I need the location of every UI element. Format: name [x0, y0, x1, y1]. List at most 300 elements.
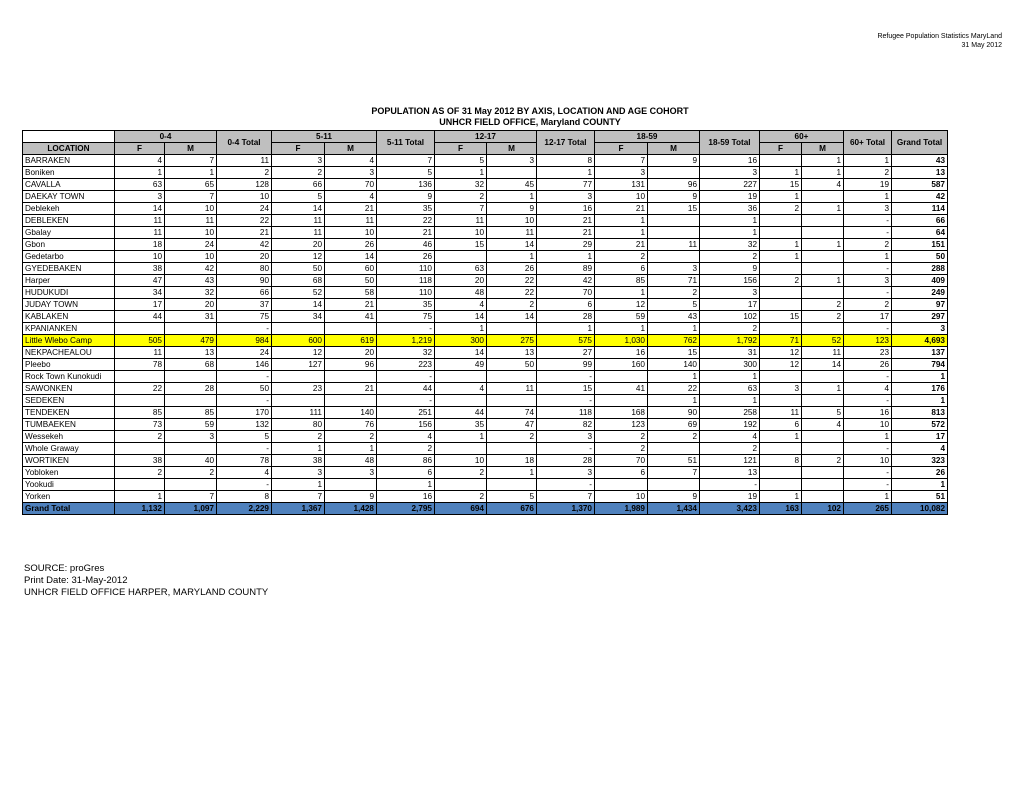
value-cell: 3	[844, 275, 892, 287]
value-cell: 11	[115, 227, 165, 239]
value-cell: 1	[802, 275, 844, 287]
value-cell: 22	[217, 215, 272, 227]
location-cell: Rock Town Kunokudi	[23, 371, 115, 383]
grand-total-cell: 176	[892, 383, 948, 395]
value-cell: 85	[115, 407, 165, 419]
value-cell: 2	[844, 299, 892, 311]
value-cell: 78	[217, 455, 272, 467]
value-cell: 140	[648, 359, 700, 371]
value-cell: 2	[487, 299, 537, 311]
value-cell: 2	[165, 467, 217, 479]
value-cell: 7	[377, 155, 435, 167]
value-cell: 66	[272, 179, 325, 191]
value-cell: 32	[377, 347, 435, 359]
value-cell: 17	[115, 299, 165, 311]
value-cell	[115, 371, 165, 383]
value-cell	[115, 323, 165, 335]
value-cell: 36	[700, 203, 760, 215]
value-cell: 11	[217, 155, 272, 167]
value-cell: 24	[165, 239, 217, 251]
value-cell	[487, 167, 537, 179]
value-cell: 2	[760, 275, 802, 287]
value-cell: 15	[435, 239, 487, 251]
value-cell: 1	[802, 383, 844, 395]
value-cell: 9	[700, 263, 760, 275]
location-cell: Pleebo	[23, 359, 115, 371]
value-cell: 1	[760, 167, 802, 179]
value-cell: 1	[760, 191, 802, 203]
value-cell: 2	[217, 167, 272, 179]
group-header-row	[23, 131, 948, 143]
value-cell: 45	[487, 179, 537, 191]
value-cell	[802, 227, 844, 239]
value-cell: 80	[272, 419, 325, 431]
value-cell: 146	[217, 359, 272, 371]
grand-total-cell: 249	[892, 287, 948, 299]
grand-total-value: 694	[435, 503, 487, 515]
value-cell: 7	[537, 491, 595, 503]
value-cell: 68	[165, 359, 217, 371]
value-cell: 1	[760, 239, 802, 251]
value-cell: 128	[217, 179, 272, 191]
value-cell	[595, 371, 648, 383]
value-cell: 42	[537, 275, 595, 287]
value-cell: 1	[435, 323, 487, 335]
table-row	[23, 215, 948, 227]
location-cell: Whole Graway	[23, 443, 115, 455]
value-cell: 21	[595, 203, 648, 215]
value-cell: 35	[377, 203, 435, 215]
value-cell: 90	[648, 407, 700, 419]
grand-total-cell: 587	[892, 179, 948, 191]
value-cell: 2	[700, 443, 760, 455]
value-cell: 96	[325, 359, 377, 371]
header-60-plus: 60+	[760, 131, 844, 143]
value-cell: 14	[325, 251, 377, 263]
value-cell: 4	[217, 467, 272, 479]
value-cell: -	[844, 227, 892, 239]
value-cell: 8	[537, 155, 595, 167]
value-cell: 2	[760, 203, 802, 215]
grand-total-value: 10,082	[892, 503, 948, 515]
value-cell: 85	[165, 407, 217, 419]
value-cell: 99	[537, 359, 595, 371]
value-cell: 4	[802, 419, 844, 431]
value-cell: 66	[217, 287, 272, 299]
grand-total-value: 3,423	[700, 503, 760, 515]
table-row	[23, 383, 948, 395]
location-cell: NEKPACHEALOU	[23, 347, 115, 359]
table-row	[23, 311, 948, 323]
value-cell: 6	[377, 467, 435, 479]
value-cell: 3	[595, 167, 648, 179]
value-cell: 86	[377, 455, 435, 467]
value-cell: 19	[700, 491, 760, 503]
value-cell: 89	[537, 263, 595, 275]
value-cell: 227	[700, 179, 760, 191]
grand-total-value: 1,370	[537, 503, 595, 515]
value-cell: -	[844, 371, 892, 383]
footer-print-date: Print Date: 31-May-2012	[24, 575, 128, 586]
value-cell: 16	[377, 491, 435, 503]
value-cell: -	[217, 323, 272, 335]
value-cell: 2	[802, 311, 844, 323]
value-cell: 50	[487, 359, 537, 371]
value-cell: 42	[165, 263, 217, 275]
value-cell: 132	[217, 419, 272, 431]
value-cell: 14	[115, 203, 165, 215]
value-cell: 42	[217, 239, 272, 251]
value-cell: 118	[377, 275, 435, 287]
header-12-17: 12-17	[435, 131, 537, 143]
value-cell: 2	[487, 431, 537, 443]
value-cell: 50	[217, 383, 272, 395]
value-cell: 5	[802, 407, 844, 419]
footer-office: UNHCR FIELD OFFICE HARPER, MARYLAND COUNTY	[24, 587, 269, 598]
location-cell: JUDAY TOWN	[23, 299, 115, 311]
value-cell: 600	[272, 335, 325, 347]
location-cell: WORTIKEN	[23, 455, 115, 467]
value-cell: -	[217, 371, 272, 383]
grand-total-cell: 1	[892, 479, 948, 491]
value-cell: 80	[217, 263, 272, 275]
value-cell: 9	[648, 191, 700, 203]
value-cell: -	[537, 479, 595, 491]
grand-total-value: 265	[844, 503, 892, 515]
value-cell	[760, 155, 802, 167]
location-cell: Gbalay	[23, 227, 115, 239]
value-cell	[802, 371, 844, 383]
value-cell	[272, 395, 325, 407]
value-cell	[115, 395, 165, 407]
value-cell: 21	[325, 299, 377, 311]
value-cell: 2	[272, 167, 325, 179]
value-cell: 28	[165, 383, 217, 395]
value-cell: 3	[700, 167, 760, 179]
value-cell: 10	[595, 491, 648, 503]
value-cell: 74	[487, 407, 537, 419]
value-cell: -	[537, 395, 595, 407]
grand-total-cell: 13	[892, 167, 948, 179]
grand-total-value: 1,132	[115, 503, 165, 515]
value-cell: 10	[844, 455, 892, 467]
value-cell: 78	[115, 359, 165, 371]
value-cell: 1	[648, 323, 700, 335]
value-cell: 1	[802, 203, 844, 215]
value-cell: 12	[272, 347, 325, 359]
value-cell: 12	[595, 299, 648, 311]
value-cell	[435, 395, 487, 407]
value-cell: 11	[435, 215, 487, 227]
value-cell: 1	[115, 491, 165, 503]
table-row	[23, 227, 948, 239]
value-cell: 192	[700, 419, 760, 431]
value-cell: 1	[435, 167, 487, 179]
value-cell: 3	[115, 191, 165, 203]
value-cell: 90	[217, 275, 272, 287]
value-cell: 4	[802, 179, 844, 191]
value-cell: 96	[648, 179, 700, 191]
table-row	[23, 191, 948, 203]
value-cell	[325, 479, 377, 491]
value-cell: 21	[325, 383, 377, 395]
value-cell	[802, 263, 844, 275]
location-cell: Little Wlebo Camp	[23, 335, 115, 347]
value-cell: 111	[272, 407, 325, 419]
value-cell: 2	[272, 431, 325, 443]
grand-total-cell: 17	[892, 431, 948, 443]
header-12-17-m: M	[487, 143, 537, 155]
value-cell: 24	[217, 347, 272, 359]
value-cell: 4	[435, 383, 487, 395]
value-cell: 1	[844, 155, 892, 167]
value-cell: 10	[487, 215, 537, 227]
value-cell: 5	[435, 155, 487, 167]
value-cell: 26	[325, 239, 377, 251]
value-cell: 16	[537, 203, 595, 215]
value-cell: 10	[435, 455, 487, 467]
header-5-11: 5-11	[272, 131, 377, 143]
value-cell: 123	[844, 335, 892, 347]
value-cell	[802, 431, 844, 443]
value-cell: 26	[487, 263, 537, 275]
grand-total-row	[23, 503, 948, 515]
value-cell: 11	[802, 347, 844, 359]
value-cell: 12	[272, 251, 325, 263]
grand-total-cell: 1	[892, 395, 948, 407]
grand-total-cell: 151	[892, 239, 948, 251]
value-cell: 131	[595, 179, 648, 191]
location-cell: Yorken	[23, 491, 115, 503]
table-row	[23, 239, 948, 251]
value-cell	[487, 443, 537, 455]
value-cell: 16	[844, 407, 892, 419]
table-row	[23, 359, 948, 371]
value-cell: 34	[272, 311, 325, 323]
value-cell: 10	[844, 419, 892, 431]
value-cell: 37	[217, 299, 272, 311]
value-cell: 3	[537, 191, 595, 203]
value-cell	[802, 191, 844, 203]
value-cell: 23	[272, 383, 325, 395]
value-cell	[325, 395, 377, 407]
value-cell: 9	[648, 155, 700, 167]
value-cell: 43	[165, 275, 217, 287]
value-cell: 20	[435, 275, 487, 287]
value-cell: 1	[844, 191, 892, 203]
value-cell: 17	[844, 311, 892, 323]
value-cell: 4	[377, 431, 435, 443]
value-cell: 22	[377, 215, 435, 227]
value-cell	[165, 323, 217, 335]
value-cell: 762	[648, 335, 700, 347]
value-cell	[487, 371, 537, 383]
value-cell: 16	[700, 155, 760, 167]
value-cell	[802, 443, 844, 455]
value-cell	[802, 323, 844, 335]
location-cell: DAEKAY TOWN	[23, 191, 115, 203]
grand-total-value: 1,428	[325, 503, 377, 515]
value-cell: 170	[217, 407, 272, 419]
value-cell: 52	[272, 287, 325, 299]
value-cell: 1	[760, 251, 802, 263]
table-row	[23, 431, 948, 443]
value-cell: 4	[325, 191, 377, 203]
grand-total-value: 1,434	[648, 503, 700, 515]
grand-total-label: Grand Total	[23, 503, 115, 515]
header-12-17-f: F	[435, 143, 487, 155]
value-cell: 60	[325, 263, 377, 275]
report-source-title: Refugee Population Statistics MaryLand	[877, 33, 1002, 40]
value-cell	[802, 479, 844, 491]
value-cell: 38	[115, 263, 165, 275]
value-cell: 1,792	[700, 335, 760, 347]
value-cell: 71	[760, 335, 802, 347]
value-cell: 127	[272, 359, 325, 371]
value-cell: 28	[537, 455, 595, 467]
value-cell	[760, 323, 802, 335]
value-cell	[760, 263, 802, 275]
value-cell: 22	[115, 383, 165, 395]
value-cell: 44	[115, 311, 165, 323]
value-cell: 12	[760, 347, 802, 359]
value-cell: 14	[435, 347, 487, 359]
value-cell: 1	[760, 491, 802, 503]
value-cell: 13	[700, 467, 760, 479]
value-cell: 1	[760, 431, 802, 443]
grand-total-value: 676	[487, 503, 537, 515]
value-cell: 156	[377, 419, 435, 431]
value-cell: 48	[435, 287, 487, 299]
value-cell: 2	[435, 491, 487, 503]
table-row	[23, 287, 948, 299]
value-cell: 160	[595, 359, 648, 371]
value-cell: 2	[802, 455, 844, 467]
value-cell: 5	[217, 431, 272, 443]
grand-total-cell: 50	[892, 251, 948, 263]
value-cell: 5	[377, 167, 435, 179]
location-cell: Gedetarbo	[23, 251, 115, 263]
value-cell: 29	[537, 239, 595, 251]
value-cell	[272, 323, 325, 335]
table-row	[23, 395, 948, 407]
value-cell	[487, 395, 537, 407]
grand-total-cell: 323	[892, 455, 948, 467]
value-cell: 9	[487, 203, 537, 215]
value-cell: 15	[648, 347, 700, 359]
location-cell: DEBLEKEN	[23, 215, 115, 227]
header-60-plus-f: F	[760, 143, 802, 155]
value-cell: -	[844, 287, 892, 299]
value-cell	[802, 395, 844, 407]
value-cell: 1	[700, 371, 760, 383]
value-cell: 136	[377, 179, 435, 191]
value-cell: -	[537, 371, 595, 383]
table-row	[23, 407, 948, 419]
value-cell: 10	[165, 251, 217, 263]
table-row	[23, 467, 948, 479]
value-cell: 3	[844, 203, 892, 215]
value-cell: 1,030	[595, 335, 648, 347]
value-cell: 70	[595, 455, 648, 467]
value-cell	[165, 443, 217, 455]
table-row	[23, 167, 948, 179]
table-row	[23, 203, 948, 215]
value-cell: 1	[648, 371, 700, 383]
value-cell: -	[700, 479, 760, 491]
grand-total-value: 1,367	[272, 503, 325, 515]
value-cell: 41	[595, 383, 648, 395]
report-title-block	[22, 106, 1024, 128]
value-cell: 17	[700, 299, 760, 311]
header-0-4: 0-4	[115, 131, 217, 143]
value-cell: 121	[700, 455, 760, 467]
value-cell: 2	[595, 443, 648, 455]
value-cell	[272, 371, 325, 383]
value-cell: 4	[435, 299, 487, 311]
value-cell: 110	[377, 263, 435, 275]
value-cell: 49	[435, 359, 487, 371]
grand-total-value: 102	[802, 503, 844, 515]
grand-total-cell: 4,693	[892, 335, 948, 347]
value-cell	[648, 227, 700, 239]
value-cell: 11	[272, 227, 325, 239]
value-cell: 3	[487, 155, 537, 167]
value-cell: 59	[595, 311, 648, 323]
value-cell: 20	[217, 251, 272, 263]
value-cell: 5	[487, 491, 537, 503]
value-cell: 4	[325, 155, 377, 167]
table-row	[23, 275, 948, 287]
grand-total-cell: 4	[892, 443, 948, 455]
value-cell: 26	[377, 251, 435, 263]
value-cell: 140	[325, 407, 377, 419]
value-cell: -	[377, 323, 435, 335]
value-cell: 3	[537, 467, 595, 479]
table-row	[23, 155, 948, 167]
value-cell: 14	[435, 311, 487, 323]
location-cell: Yookudi	[23, 479, 115, 491]
value-cell	[165, 479, 217, 491]
value-cell: 7	[595, 155, 648, 167]
value-cell: 1	[272, 479, 325, 491]
value-cell: 1	[537, 167, 595, 179]
report-header-right	[877, 32, 1002, 50]
value-cell: 102	[700, 311, 760, 323]
value-cell: 11	[487, 227, 537, 239]
value-cell: 2	[325, 431, 377, 443]
value-cell: 63	[115, 179, 165, 191]
value-cell	[648, 479, 700, 491]
value-cell: 2	[844, 167, 892, 179]
sub-header-row	[23, 143, 948, 155]
grand-total-cell: 51	[892, 491, 948, 503]
location-cell: TUMBAEKEN	[23, 419, 115, 431]
value-cell: 77	[537, 179, 595, 191]
grand-total-cell: 297	[892, 311, 948, 323]
location-cell: SAWONKEN	[23, 383, 115, 395]
value-cell: 20	[272, 239, 325, 251]
header-18-59-f: F	[595, 143, 648, 155]
value-cell: 12	[760, 359, 802, 371]
value-cell: -	[844, 479, 892, 491]
header-5-11-total: 5-11 Total	[377, 131, 435, 155]
value-cell: 1	[435, 431, 487, 443]
value-cell: 75	[377, 311, 435, 323]
value-cell: 11	[115, 347, 165, 359]
grand-total-cell: 42	[892, 191, 948, 203]
table-row	[23, 251, 948, 263]
